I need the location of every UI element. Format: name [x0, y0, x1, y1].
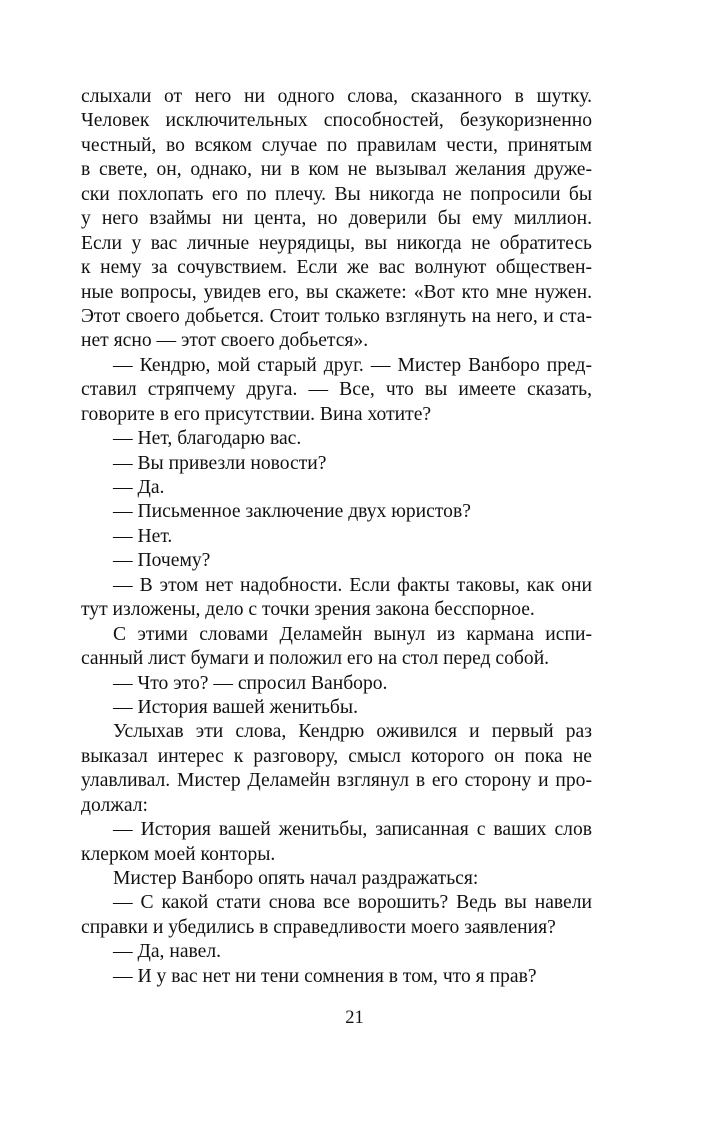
text-line: ные вопросы, увидев его, вы скажете: «Вот кто мне нужен. [81, 281, 592, 303]
text-line: клерком моей конторы. [81, 843, 276, 865]
body-text [81, 85, 592, 989]
text-line: — Вы привезли новости? [113, 452, 327, 474]
page-number: 21 [345, 1008, 364, 1028]
text-line: честный, во всяком случае по правилам чести, принятым [81, 134, 592, 156]
text-line: — Письменное заключение двух юристов? [113, 501, 471, 523]
text-line: — История вашей женитьбы. [113, 696, 358, 718]
text-line: должал: [81, 794, 148, 816]
text-line: — Кендрю, мой старый друг. — Мистер Ванборо пред- [113, 354, 592, 376]
text-line: в свете, он, однако, ни в ком не вызывал желания друже- [81, 159, 592, 181]
text-line: Этот своего добьется. Стоит только взглянуть на него, и ста- [81, 305, 592, 327]
text-line: ставил стряпчему друга. — Все, что вы имеете сказать, [81, 379, 592, 401]
text-line: Мистер Ванборо опять начал раздражаться: [113, 868, 479, 889]
text-line: у него взаймы ни цента, но доверили бы ему миллион. [81, 208, 592, 230]
text-line: — Да, навел. [113, 941, 222, 963]
text-line: Если у вас личные неурядицы, вы никогда не обратитесь [81, 232, 592, 254]
text-line: ски похлопать его по плечу. Вы никогда не попросили бы [81, 183, 592, 205]
text-line: — Нет, благодарю вас. [113, 428, 302, 450]
text-line: санный лист бумаги и положил его на стол перед собой. [81, 648, 550, 670]
text-line: слыхали от него ни одного слова, сказанного в шутку. [81, 86, 592, 107]
text-line: говорите в его присутствии. Вина хотите? [81, 403, 432, 425]
text-line: С этими словами Деламейн вынул из кармана испи- [113, 623, 592, 645]
text-line: справки и убедились в справедливости моего заявления? [81, 916, 556, 938]
text-line: — В этом нет надобности. Если факты таковы, как они [113, 574, 592, 596]
text-line: к нему за сочувствием. Если же вас волнуют обществен- [81, 257, 592, 279]
text-line: нет ясно — этот своего добьется». [81, 330, 369, 352]
text-line: — Что это? — спросил Ванборо. [113, 672, 388, 694]
text-line: Человек исключительных способностей, безукоризненно [81, 110, 592, 132]
text-line: — Почему? [113, 550, 211, 572]
text-line: улавливал. Мистер Деламейн взглянул в его сторону и про- [81, 770, 592, 792]
text-line: тут изложены, дело с точки зрения закона бесспорное. [81, 599, 535, 621]
text-line: — История вашей женитьбы, записанная с ваших слов [113, 819, 592, 841]
text-line: Услыхав эти слова, Кендрю оживился и первый раз [113, 721, 592, 743]
text-line: — И у вас нет ни тени сомнения в том, что я прав? [113, 965, 537, 987]
text-line: — Да. [113, 477, 165, 498]
text-line: — С какой стати снова все ворошить? Ведь вы навели [113, 892, 592, 914]
text-line: выказал интерес к разговору, смысл которого он пока не [81, 745, 592, 767]
text-line: — Нет. [113, 525, 173, 547]
